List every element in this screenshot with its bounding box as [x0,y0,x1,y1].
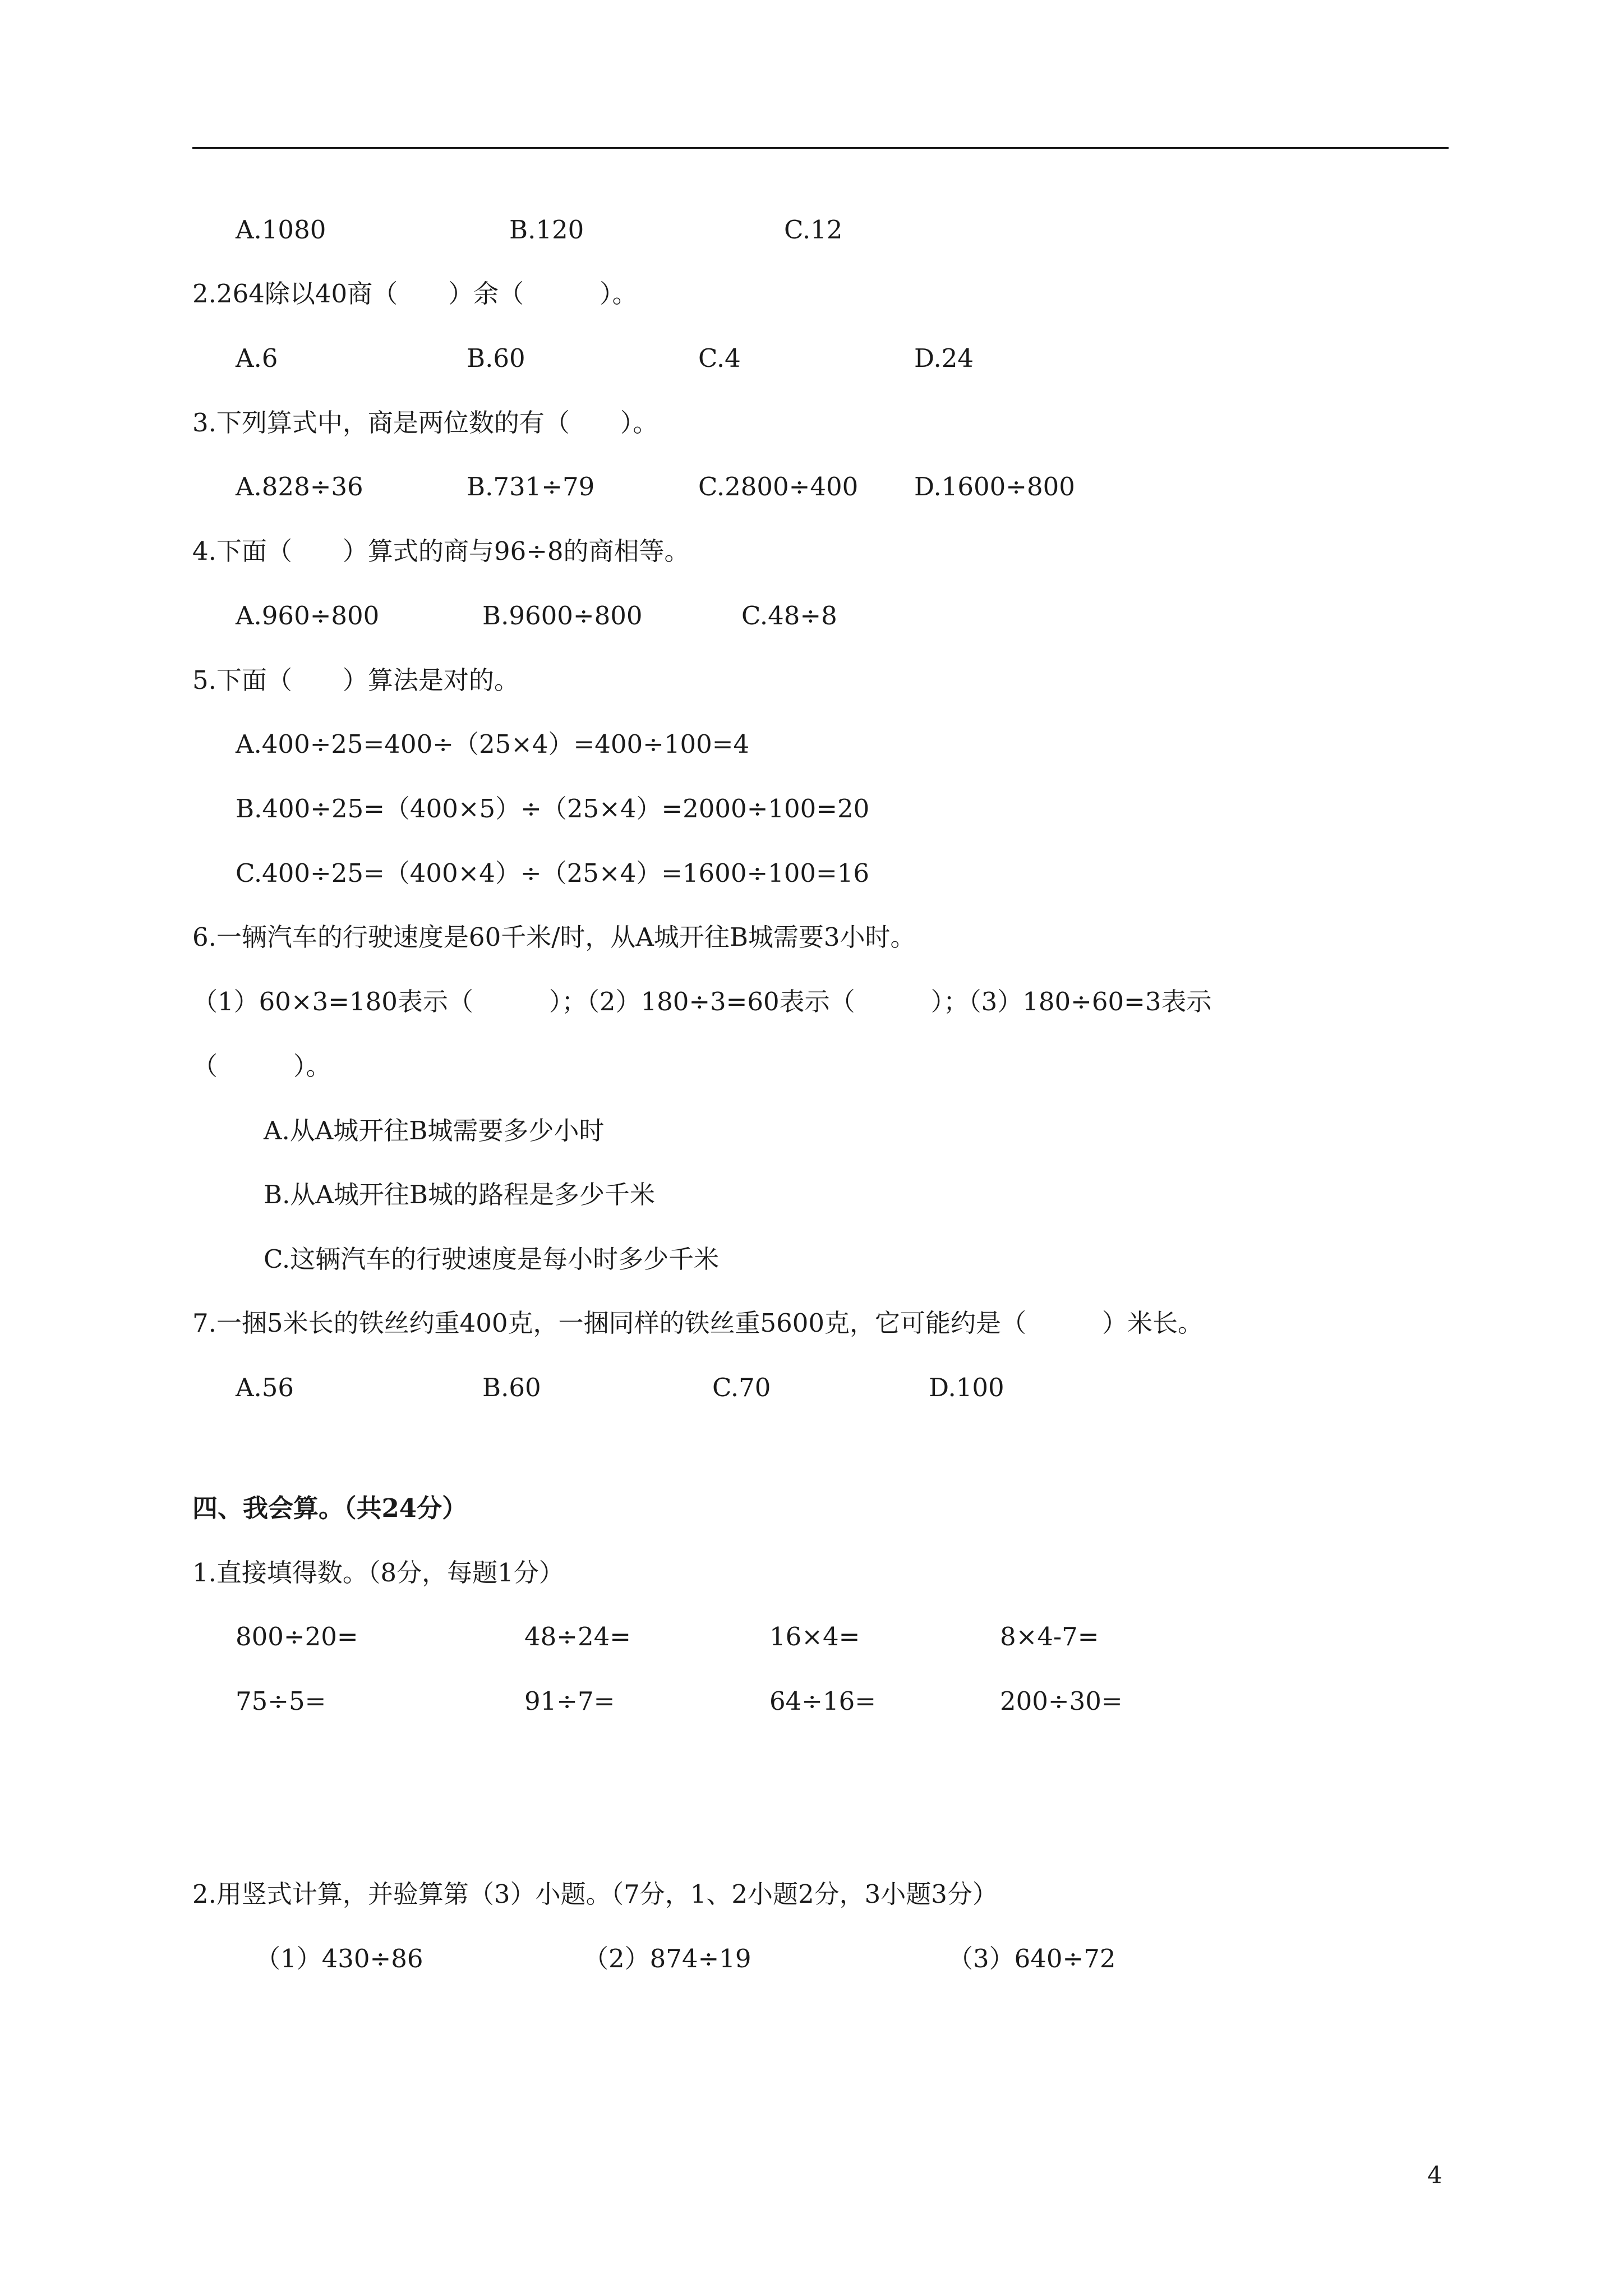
vertical-calc-item: （3）640÷72 [948,1944,1116,1973]
q7-option-b: B.60 [482,1373,541,1402]
q5-option-b: B.400÷25=（400×5）÷（25×4）=2000÷100=20 [236,794,870,823]
calc-item: 16×4= [769,1622,860,1651]
calc-item: 8×4-7= [1000,1622,1099,1651]
q7-stem: 7.一捆5米长的铁丝约重400克，一捆同样的铁丝重5600克，它可能约是（ ）米长。 [192,1308,1203,1338]
q5-stem: 5.下面（ ）算法是对的。 [192,665,519,695]
q2-option-c: C.4 [698,343,741,373]
q3-option-d: D.1600÷800 [914,472,1075,501]
q1-option-c: C.12 [784,215,843,245]
q7-option-d: D.100 [929,1373,1004,1402]
q3-stem: 3.下列算式中，商是两位数的有（ ）。 [192,408,658,438]
calc-item: 48÷24= [524,1622,631,1651]
q7-option-a: A.56 [236,1373,294,1402]
q2-stem: 2.264除以40商（ ）余（ ）。 [192,279,638,309]
q2-option-a: A.6 [236,343,278,373]
header-rule [192,147,1449,149]
calc-item: 75÷5= [236,1686,326,1716]
calc-item: 200÷30= [1000,1686,1123,1716]
q4-option-b: B.9600÷800 [482,601,643,631]
q6-sub-line-2: （ ）。 [192,1051,331,1081]
q3-option-b: B.731÷79 [467,472,595,501]
q5-option-a: A.400÷25=400÷（25×4）=400÷100=4 [236,729,750,759]
q4-option-a: A.960÷800 [236,601,380,631]
q6-option-c: C.这辆汽车的行驶速度是每小时多少千米 [264,1244,720,1274]
q6-stem: 6.一辆汽车的行驶速度是60千米/时，从A城开往B城需要3小时。 [192,922,916,952]
calc-item: 64÷16= [769,1686,876,1716]
section4-p2-stem: 2.用竖式计算，并验算第（3）小题。（7分，1、2小题2分，3小题3分） [192,1879,998,1909]
q2-option-b: B.60 [467,343,525,373]
vertical-calc-item: （1）430÷86 [255,1944,423,1973]
q4-stem: 4.下面（ ）算式的商与96÷8的商相等。 [192,536,690,566]
q3-option-c: C.2800÷400 [698,472,859,501]
q6-option-b: B.从A城开往B城的路程是多少千米 [264,1180,655,1209]
q1-option-a: A.1080 [236,215,326,245]
q6-sub-line-1: （1）60×3=180表示（ ）；（2）180÷3=60表示（ ）；（3）180÷60=3表示 [192,987,1212,1016]
calc-item: 800÷20= [236,1622,358,1651]
q2-option-d: D.24 [914,343,974,373]
section4-p1-stem: 1.直接填得数。（8分，每题1分） [192,1558,564,1588]
q6-option-a: A.从A城开往B城需要多少小时 [264,1116,605,1145]
vertical-calc-item: （2）874÷19 [583,1944,751,1973]
calc-item: 91÷7= [524,1686,615,1716]
q7-option-c: C.70 [712,1373,771,1402]
section4-title: 四、我会算。（共24分） [192,1493,468,1523]
q3-option-a: A.828÷36 [236,472,363,501]
q5-option-c: C.400÷25=（400×4）÷（25×4）=1600÷100=16 [236,858,870,888]
q4-option-c: C.48÷8 [741,601,837,631]
q1-option-b: B.120 [509,215,584,245]
page-number: 4 [1427,2161,1442,2189]
